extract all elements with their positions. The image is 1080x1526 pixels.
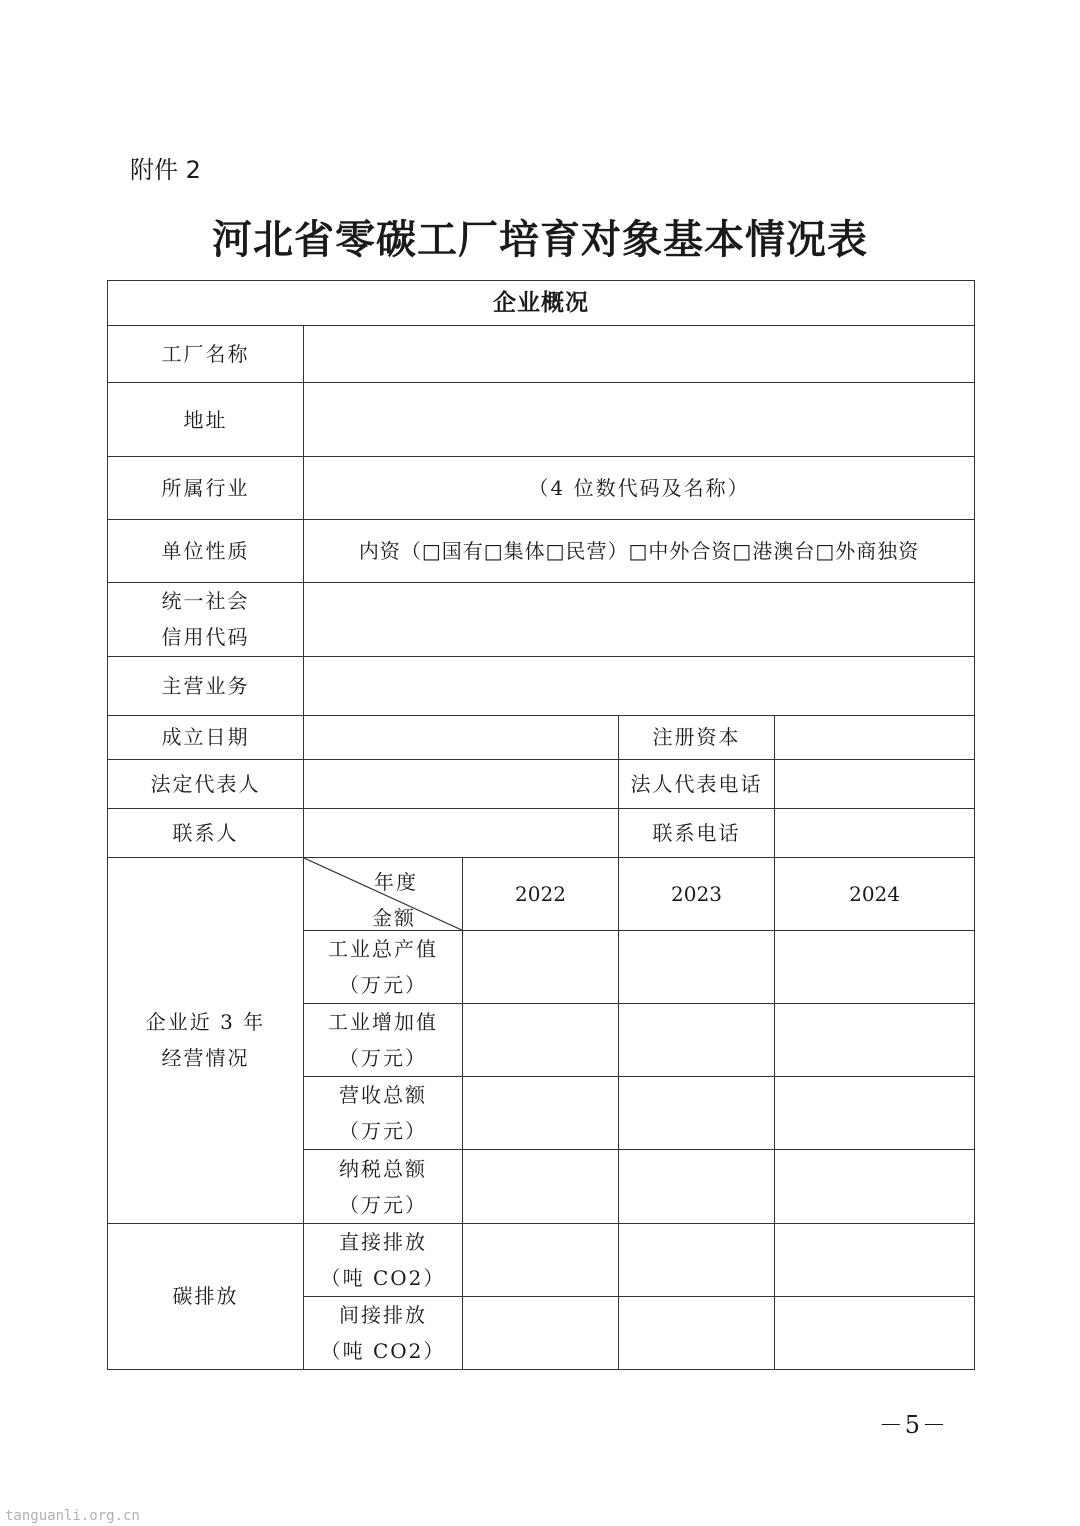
page-number: －5－ — [878, 1411, 948, 1439]
contact-label: 联系人 — [108, 808, 304, 857]
diag-amount-label: 金额 — [372, 905, 416, 930]
metric-unit: （万元） — [339, 1046, 427, 1071]
value-cell[interactable] — [463, 1150, 619, 1223]
value-cell[interactable] — [619, 1150, 775, 1223]
value-cell[interactable] — [463, 1004, 619, 1077]
carbon-label: 碳排放 — [108, 1223, 304, 1369]
legal-rep-label: 法定代表人 — [108, 759, 304, 808]
metric-label — [304, 1077, 463, 1150]
industry-field[interactable]: （4 位数代码及名称） — [304, 457, 975, 520]
credit-code-label — [108, 582, 304, 656]
contact-phone-field[interactable] — [775, 808, 975, 857]
metric-unit: （吨 CO2） — [320, 1265, 446, 1290]
main-business-label: 主营业务 — [108, 656, 304, 715]
value-cell[interactable] — [775, 931, 975, 1004]
year-header: 2022 — [463, 857, 619, 930]
document-title: 河北省零碳工厂培育对象基本情况表 — [212, 216, 868, 263]
metric-unit: （吨 CO2） — [320, 1338, 446, 1363]
metric-label — [304, 1004, 463, 1077]
credit-code-label-line1: 统一社会 — [161, 589, 250, 614]
registered-capital-field[interactable] — [775, 715, 975, 759]
value-cell[interactable] — [775, 1004, 975, 1077]
metric-label — [304, 1296, 463, 1369]
metric-name: 直接排放 — [339, 1229, 427, 1254]
diag-year-label: 年度 — [374, 869, 418, 894]
credit-code-field[interactable] — [304, 582, 975, 656]
legal-rep-phone-field[interactable] — [775, 759, 975, 808]
industry-label: 所属行业 — [108, 457, 304, 520]
factory-name-label: 工厂名称 — [108, 326, 304, 383]
diagonal-header-cell — [304, 857, 463, 930]
value-cell[interactable] — [463, 1223, 619, 1296]
value-cell[interactable] — [619, 1077, 775, 1150]
credit-code-label-line2: 信用代码 — [161, 625, 250, 650]
factory-name-field[interactable] — [304, 326, 975, 383]
value-cell[interactable] — [463, 1296, 619, 1369]
metric-unit: （万元） — [339, 1192, 427, 1217]
section-header: 企业概况 — [108, 281, 975, 326]
metric-unit: （万元） — [339, 973, 427, 998]
unit-nature-options[interactable]: 内资（□国有□集体□民营）□中外合资□港澳台□外商独资 — [304, 520, 975, 582]
main-business-field[interactable] — [304, 656, 975, 715]
established-date-field[interactable] — [304, 715, 619, 759]
ops-label-line1: 企业近 3 年 — [145, 1010, 266, 1035]
value-cell[interactable] — [463, 1077, 619, 1150]
ops-label-line2: 经营情况 — [161, 1046, 250, 1071]
metric-label — [304, 1150, 463, 1223]
value-cell[interactable] — [619, 931, 775, 1004]
metric-label — [304, 931, 463, 1004]
address-label: 地址 — [108, 383, 304, 457]
attachment-label: 附件 2 — [130, 156, 201, 184]
value-cell[interactable] — [619, 1296, 775, 1369]
unit-nature-label: 单位性质 — [108, 520, 304, 582]
metric-unit: （万元） — [339, 1119, 427, 1144]
value-cell[interactable] — [619, 1004, 775, 1077]
metric-name: 纳税总额 — [339, 1156, 427, 1181]
contact-field[interactable] — [304, 808, 619, 857]
ops-label — [108, 857, 304, 1223]
value-cell[interactable] — [775, 1150, 975, 1223]
metric-name: 营收总额 — [339, 1083, 427, 1108]
registered-capital-label: 注册资本 — [619, 715, 775, 759]
legal-rep-field[interactable] — [304, 759, 619, 808]
value-cell[interactable] — [775, 1296, 975, 1369]
value-cell[interactable] — [775, 1077, 975, 1150]
established-date-label: 成立日期 — [108, 715, 304, 759]
value-cell[interactable] — [775, 1223, 975, 1296]
metric-label — [304, 1223, 463, 1296]
value-cell[interactable] — [619, 1223, 775, 1296]
metric-name: 工业总产值 — [328, 937, 438, 962]
legal-rep-phone-label: 法人代表电话 — [619, 759, 775, 808]
watermark: tanguanli.org.cn — [5, 1508, 140, 1524]
year-header: 2024 — [775, 857, 975, 930]
address-field[interactable] — [304, 383, 975, 457]
metric-name: 间接排放 — [339, 1302, 427, 1327]
contact-phone-label: 联系电话 — [619, 808, 775, 857]
year-header: 2023 — [619, 857, 775, 930]
info-table — [107, 280, 975, 1370]
metric-name: 工业增加值 — [328, 1010, 438, 1035]
value-cell[interactable] — [463, 931, 619, 1004]
